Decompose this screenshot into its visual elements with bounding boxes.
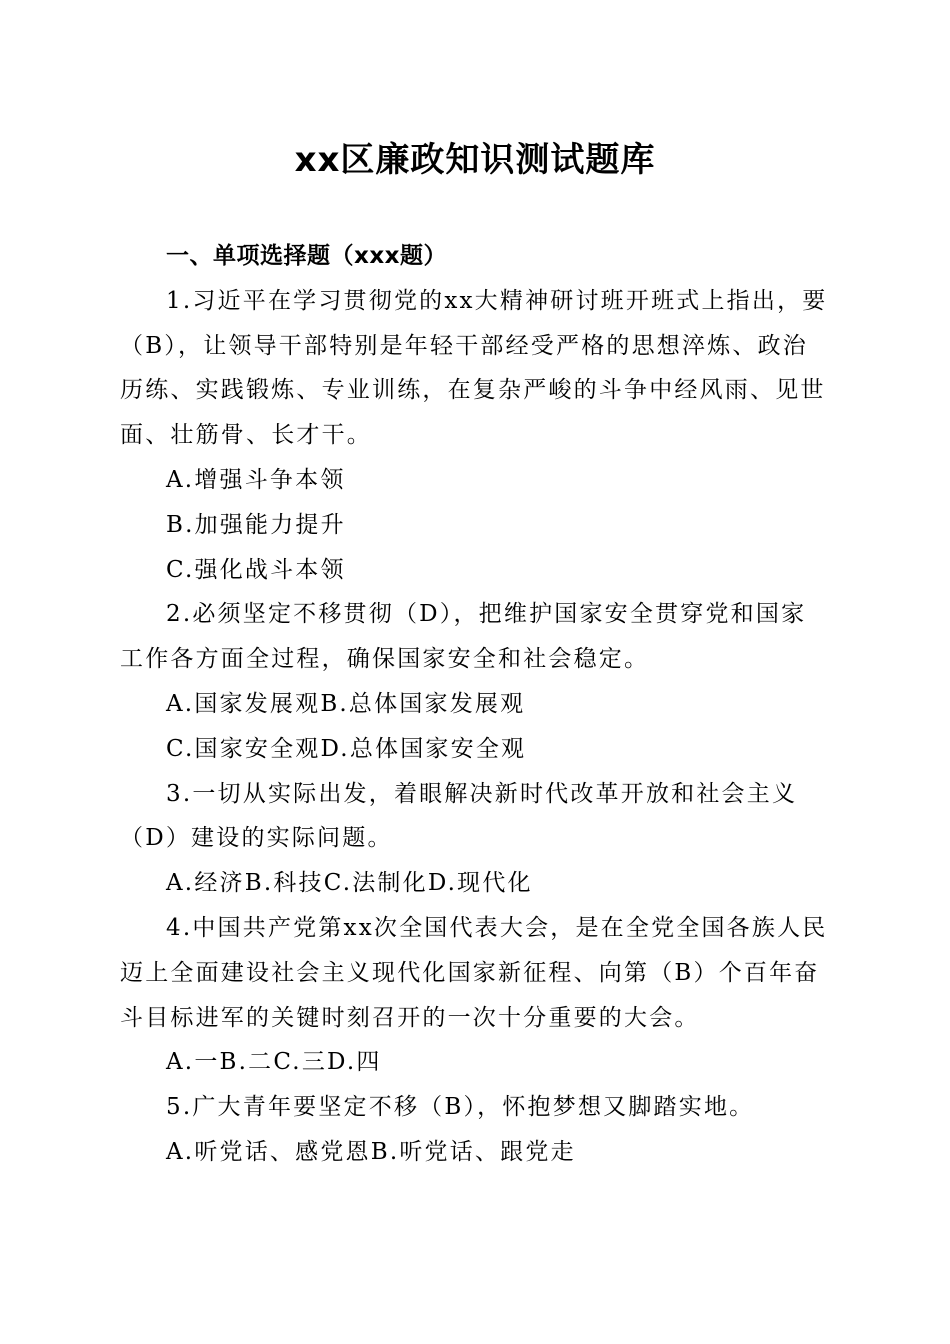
question-1-option-b: B.加强能力提升 (166, 511, 346, 538)
document-body (120, 234, 828, 1175)
section-heading: 一、单项选择题（xxx题） (166, 243, 448, 269)
question-1-option-c: C.强化战斗本领 (166, 556, 346, 583)
question-3-stem: 3.一切从实际出发，着眼解决新时代改革开放和社会主义（D）建设的实际问题。 (120, 780, 798, 852)
question-1-stem: 1.习近平在学习贯彻党的xx大精神研讨班开班式上指出，要（B），让领导干部特别是年轻干部经受严格的思想淬炼、政治历练、实践锻炼、专业训练，在复杂严峻的斗争中经风雨、见世面、壮筋骨、长才干。 (120, 287, 828, 449)
question-5-options: A.听党话、感党恩B.听党话、跟党走 (166, 1138, 576, 1165)
question-3-options: A.经济B.科技C.法制化D.现代化 (166, 870, 533, 897)
question-5-stem: 5.广大青年要坚定不移（B），怀抱梦想又脚踏实地。 (166, 1094, 755, 1121)
document-title: xx区廉政知识测试题库 (294, 140, 656, 180)
question-2-stem: 2.必须坚定不移贯彻（D），把维护国家安全贯穿党和国家工作各方面全过程，确保国家安全和社会稳定。 (120, 601, 807, 673)
question-2-options-line-2: C.国家安全观D.总体国家安全观 (166, 735, 527, 762)
question-1-option-a: A.增强斗争本领 (166, 466, 346, 493)
question-2-options-line-1: A.国家发展观B.总体国家发展观 (166, 690, 526, 717)
question-4-options: A.一B.二C.三D.四 (166, 1049, 382, 1076)
question-4-stem: 4.中国共产党第xx次全国代表大会，是在全党全国各族人民迈上全面建设社会主义现代化国家新征程、向第（B）个百年奋斗目标进军的关键时刻召开的一次十分重要的大会。 (120, 914, 828, 1031)
